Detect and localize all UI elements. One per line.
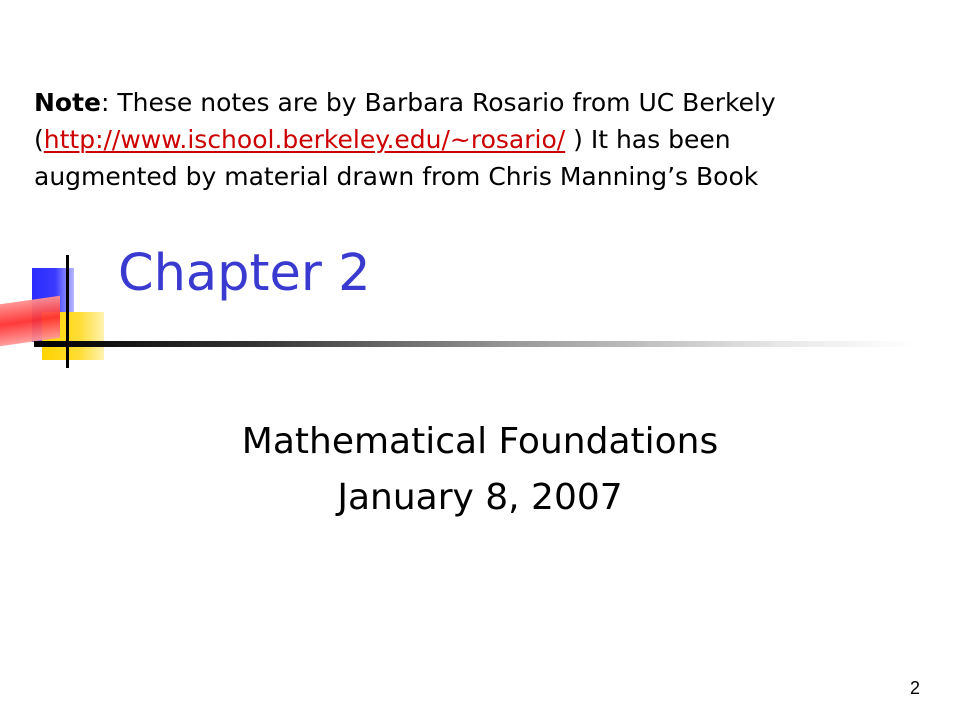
subtitle-topic: Mathematical Foundations (241, 421, 719, 462)
title-underline-rule (34, 341, 914, 347)
note-line-3: augmented by material drawn from Chris Manning’s Book (34, 162, 759, 191)
note-line-2-prefix: ( (34, 125, 44, 154)
note-label: Note (34, 88, 102, 117)
note-line-1 (34, 84, 914, 121)
note-line-1-text: : These notes are by Barbara Rosario from UC Berkely (101, 88, 776, 117)
decorative-vertical-line (66, 255, 69, 368)
note-line-2-suffix: ) It has been (565, 125, 731, 154)
page-number: 2 (909, 678, 920, 698)
note-line-2 (34, 121, 914, 158)
decorative-red-square (0, 296, 60, 346)
note-text-block (34, 84, 914, 195)
slide-subtitle (0, 414, 960, 526)
slide-title: Chapter 2 (118, 244, 371, 303)
subtitle-date: January 8, 2007 (337, 477, 623, 518)
rosario-link[interactable]: http://www.ischool.berkeley.edu/~rosario/ (43, 125, 566, 154)
